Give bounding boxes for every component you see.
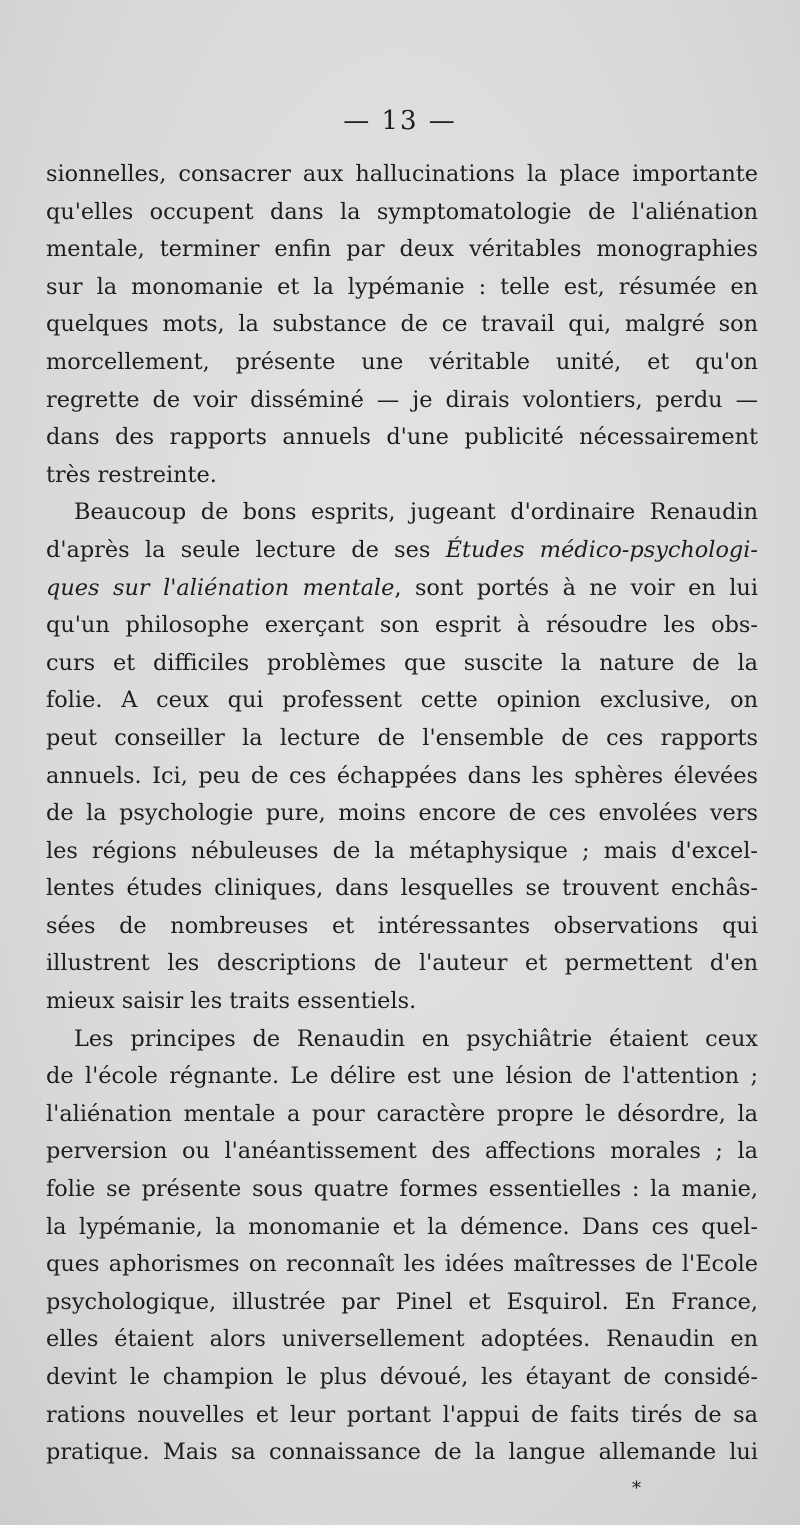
text-line: devint le champion le plus dévoué, les étayant de considé- (46, 1364, 758, 1390)
text-line: l'aliénation mentale a pour caractère propre le désordre, la (46, 1100, 758, 1127)
book-title-italic: Études médico-psychologi- (445, 536, 758, 563)
text-line: Beaucoup de bons esprits, jugeant d'ordinaire Renaudin (74, 499, 758, 526)
text-line-mixed (46, 532, 758, 570)
text-line: mentale, terminer enfin par deux véritables monographies (46, 236, 758, 263)
text-line-mixed (46, 570, 758, 608)
text-line: sionnelles, consacrer aux hallucinations la place importante (46, 161, 758, 187)
text-run: d'après la seule lecture de ses (46, 536, 431, 563)
text-line: elles étaient alors universellement adoptées. Renaudin en (46, 1326, 758, 1353)
text-line: pratique. Mais sa connaissance de la langue allemande lui (46, 1439, 758, 1466)
text-line: curs et difficiles problèmes que suscite la nature de la (46, 649, 758, 676)
text-line: dans des rapports annuels d'une publicité nécessairement (46, 424, 758, 451)
text-line: peut conseiller la lecture de l'ensemble de ces rapports (46, 724, 758, 751)
text-line: qu'un philosophe exerçant son esprit à résoudre les obs- (46, 612, 758, 639)
text-line: de l'école régnante. Le délire est une lésion de l'attention ; (46, 1063, 758, 1090)
text-line: ques aphorismes on reconnaît les idées maîtresses de l'Ecole (46, 1251, 758, 1278)
text-line: très restreinte. (46, 461, 217, 488)
signature-mark: * (632, 1478, 641, 1499)
text-line: de la psychologie pure, moins encore de ces envolées vers (46, 800, 758, 827)
body-text (46, 156, 758, 1472)
page-number: — 13 — (343, 106, 457, 136)
text-line: perversion ou l'anéantissement des affections morales ; la (46, 1138, 758, 1165)
text-line: psychologique, illustrée par Pinel et Esquirol. En France, (46, 1288, 758, 1315)
text-line: morcellement, présente une véritable unité, et qu'on (46, 348, 758, 375)
text-line: illustrent les descriptions de l'auteur et permettent d'en (46, 950, 758, 977)
text-line: rations nouvelles et leur portant l'appui de faits tirés de sa (46, 1401, 758, 1428)
text-line: sur la monomanie et la lypémanie : telle est, résumée en (46, 273, 758, 300)
text-line: la lypémanie, la monomanie et la démence. Dans ces quel- (46, 1213, 758, 1240)
text-line: folie. A ceux qui professent cette opinion exclusive, on (46, 687, 758, 714)
text-line: folie se présente sous quatre formes essentielles : la manie, (46, 1176, 758, 1203)
text-line: regrette de voir disséminé — je dirais volontiers, perdu — (46, 386, 758, 413)
text-line: quelques mots, la substance de ce travail qui, malgré son (46, 311, 758, 338)
text-line: lentes études cliniques, dans lesquelles se trouvent enchâs- (46, 875, 758, 902)
text-line: les régions nébuleuses de la métaphysique ; mais d'excel- (46, 837, 758, 864)
text-line: annuels. Ici, peu de ces échappées dans les sphères élevées (46, 762, 758, 789)
book-title-italic: ques sur l'aliénation mentale (46, 574, 395, 601)
text-line: Les principes de Renaudin en psychiâtrie étaient ceux (74, 1025, 758, 1052)
text-line: sées de nombreuses et intéressantes observations qui (46, 912, 758, 939)
text-line: mieux saisir les traits essentiels. (46, 988, 417, 1015)
text-run: , sont portés à ne voir en lui (394, 574, 758, 601)
text-line: qu'elles occupent dans la symptomatologie de l'aliénation (46, 198, 758, 225)
